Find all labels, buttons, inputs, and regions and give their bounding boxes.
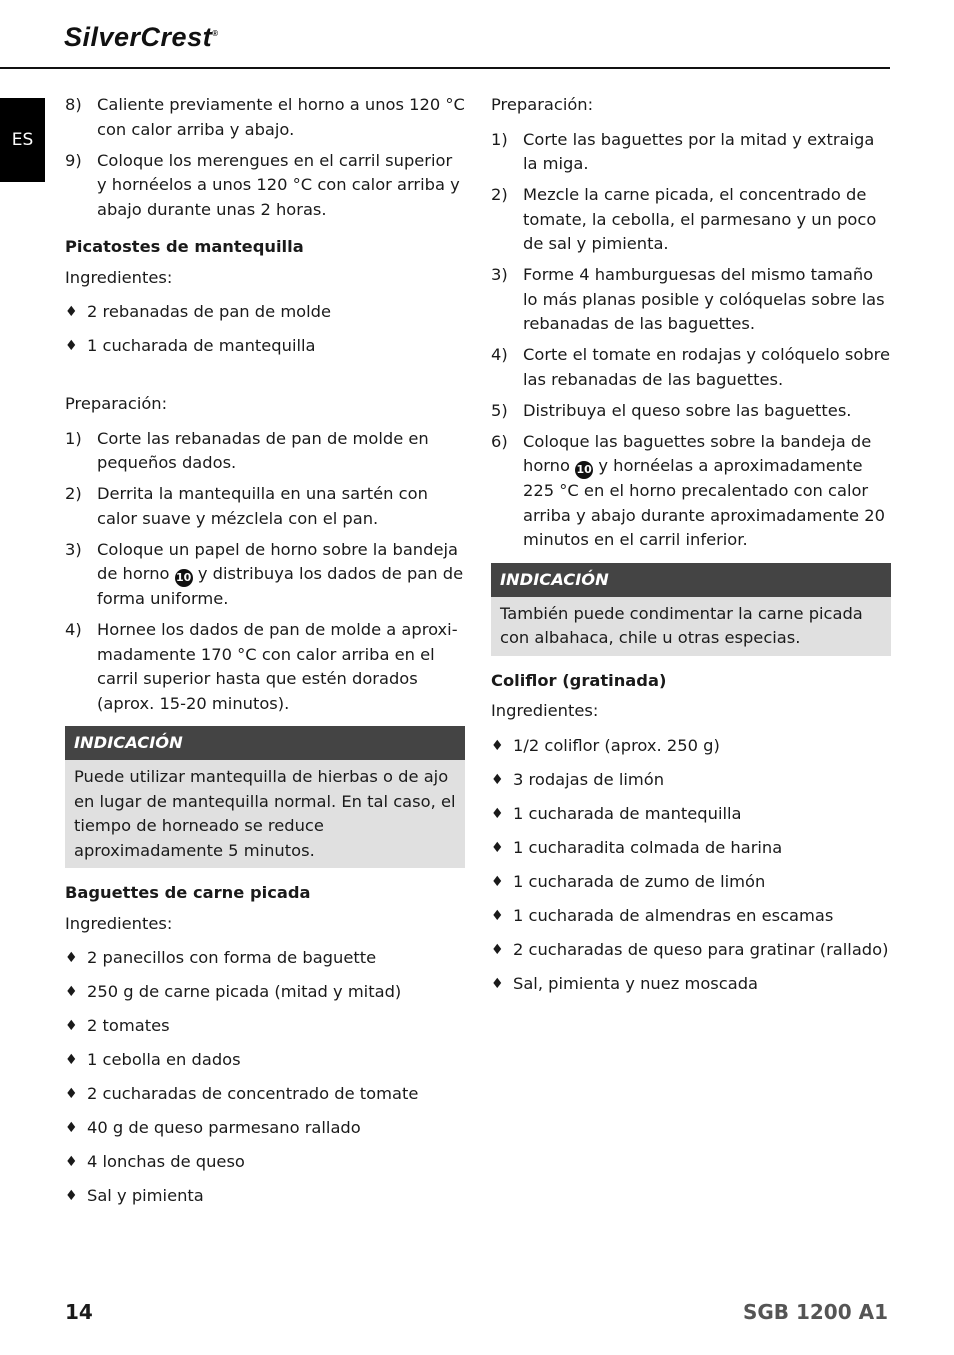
list-item [491,904,891,929]
list-item [491,183,891,257]
step-text: Caliente previamente el horno a unos 120 °C con calor arriba y abajo. [97,95,465,139]
list-item [65,1116,465,1141]
ingredients-label: Ingredientes: [65,267,173,287]
step-number: 4) [65,620,82,639]
step-number: 8) [65,95,82,114]
step-text-part: y hornéelas a aproximadamente 225 °C en el horno precalentado con calor arriba y abajo durante aproximadamente 20 minutos en el carril inferior. [523,456,885,549]
ingredient-text: 2 rebanadas de pan de molde [87,302,332,321]
step-text: Derrita la mantequilla en una sartén con calor suave y mézclela con el pan. [97,484,428,528]
diamond-bullet-icon: ♦ [491,873,504,890]
step-number: 1) [491,129,508,149]
step-text: Distribuya el queso sobre las baguettes. [523,400,852,420]
diamond-bullet-icon: ♦ [65,304,78,320]
list-item [491,768,891,793]
list-item [65,1048,465,1073]
diamond-bullet-icon: ♦ [65,1052,78,1068]
list-item [65,1150,465,1175]
list-item [65,946,465,971]
left-column [65,93,465,1218]
diamond-bullet-icon: ♦ [65,1188,78,1204]
ingredient-text: 1 cebolla en dados [87,1050,241,1069]
step-text-part: y distribuya los dados de pan de forma uniforme. [97,564,464,608]
part-number-10-icon: 10 [175,569,193,587]
step-text: Mezcle la carne picada, el concentrado de tomate, la cebolla, el parmesano y un poco de sal y pimienta. [523,185,877,253]
ingredient-text: 1 cucharada de mantequilla [87,336,316,355]
list-item [65,1082,465,1107]
diamond-bullet-icon: ♦ [65,950,78,966]
list-item [491,802,891,827]
ingredient-text: 2 cucharadas de concentrado de tomate [87,1084,419,1103]
step-number: 4) [491,345,508,364]
list-item [65,482,465,531]
diamond-bullet-icon: ♦ [491,805,504,822]
ingredient-text: 40 g de queso parmesano rallado [87,1118,361,1137]
diamond-bullet-icon: ♦ [65,1120,78,1136]
note-text: Puede utilizar mantequilla de hierbas o de ajo en lugar de mantequilla normal. En tal caso, el tiempo de horneado se reduce aproximadamente 5 minutos. [65,760,465,868]
list-item [65,980,465,1005]
step-text: Coloque los merengues en el carril superior y hornéelos a unos 120 °C con calor arriba y abajo durante unas 2 horas. [97,150,460,219]
diamond-bullet-icon: ♦ [491,737,504,754]
list-item [65,334,465,359]
list-item [491,263,891,337]
note-box [491,563,891,656]
list-item [491,870,891,895]
ingredient-text: 1 cucharada de almendras en escamas [513,905,834,925]
ingredient-text: 2 panecillos con forma de baguette [87,948,377,967]
section-title: Coliflor (gratinada) [491,670,667,690]
model-number: SGB 1200 A1 [742,1300,888,1324]
ingredient-text: Sal, pimienta y nuez moscada [513,973,759,993]
step-text [97,538,465,612]
registered-mark: ® [212,29,219,38]
step-text: Hornee los dados de pan de molde a aproximadamente 170 °C con calor arriba en el carril superior hasta que estén dorados (aprox. 15-20 minutos). [97,620,458,713]
language-tab [0,98,45,182]
step-number: 6) [491,431,508,451]
section-title: Picatostes de mantequilla [65,237,304,256]
ingredient-text: 4 lonchas de queso [87,1152,245,1171]
step-number: 9) [65,150,82,170]
step-number: 5) [491,400,508,420]
ingredient-text: 1 cucharadita colmada de harina [513,837,783,857]
step-number: 3) [65,539,82,559]
diamond-bullet-icon: ♦ [491,941,504,958]
step-text: Corte las baguettes por la mitad y extraiga la miga. [523,129,875,173]
step-text: Forme 4 hamburguesas del mismo tamaño lo más planas posible y colóquelas sobre las rebanadas de las baguettes. [523,265,885,333]
step-text-part: Coloque un papel de horno sobre la bandeja de horno [97,539,458,583]
step-number: 2) [65,484,82,503]
note-title: INDICACIÓN [65,726,465,760]
step-text-part: Coloque las baguettes sobre la bandeja de horno [523,431,872,475]
list-item [65,1184,465,1209]
note-text: También puede condimentar la carne picada con albahaca, chile u otras especias. [491,597,891,656]
list-item [491,734,891,759]
list-item [65,618,465,716]
list-item [65,149,465,223]
ingredient-text: 2 cucharadas de queso para gratinar (rallado) [513,939,889,959]
header-rule [0,67,890,69]
step-number: 1) [65,428,82,448]
ingredient-text: 2 tomates [87,1016,170,1035]
diamond-bullet-icon: ♦ [65,1154,78,1170]
diamond-bullet-icon: ♦ [491,975,504,992]
section-title: Baguettes de carne picada [65,883,311,902]
step-text: Corte las rebanadas de pan de molde en pequeños dados. [97,428,429,472]
list-item [491,938,891,963]
ingredient-text: 250 g de carne picada (mitad y mitad) [87,982,402,1001]
list-item [491,399,891,424]
diamond-bullet-icon: ♦ [491,771,504,788]
list-item [65,538,465,612]
right-column [491,93,891,1006]
step-text [523,430,891,553]
note-box [65,726,465,868]
part-number-10-icon: 10 [575,461,593,479]
ingredient-text: 1/2 coliflor (aprox. 250 g) [513,735,720,755]
ingredient-text: 1 cucharada de mantequilla [513,803,742,823]
ingredient-text: Sal y pimienta [87,1186,204,1205]
list-item [65,93,465,142]
note-title: INDICACIÓN [491,563,891,597]
brand-logo [64,22,219,53]
preparation-label: Preparación: [491,95,594,114]
list-item [491,128,891,177]
preparation-label: Preparación: [65,394,168,413]
step-number: 3) [491,265,508,284]
list-item [491,972,891,997]
list-item [491,836,891,861]
page-number: 14 [65,1300,93,1324]
list-item [65,1014,465,1039]
list-item [491,430,891,553]
ingredients-label: Ingredientes: [65,913,173,933]
list-item [65,300,465,325]
ingredient-text: 3 rodajas de limón [513,769,665,789]
list-item [65,427,465,476]
ingredient-text: 1 cucharada de zumo de limón [513,871,766,891]
diamond-bullet-icon: ♦ [65,338,78,354]
diamond-bullet-icon: ♦ [491,839,504,856]
diamond-bullet-icon: ♦ [491,907,504,924]
diamond-bullet-icon: ♦ [65,1018,78,1034]
ingredients-label: Ingredientes: [491,701,599,720]
list-item [491,343,891,392]
diamond-bullet-icon: ♦ [65,984,78,1000]
step-number: 2) [491,185,508,204]
language-label: ES [11,130,34,150]
diamond-bullet-icon: ♦ [65,1086,78,1102]
brand-name: SilverCrest [64,22,213,52]
step-text: Corte el tomate en rodajas y colóquelo sobre las rebanadas de las baguettes. [523,345,891,389]
